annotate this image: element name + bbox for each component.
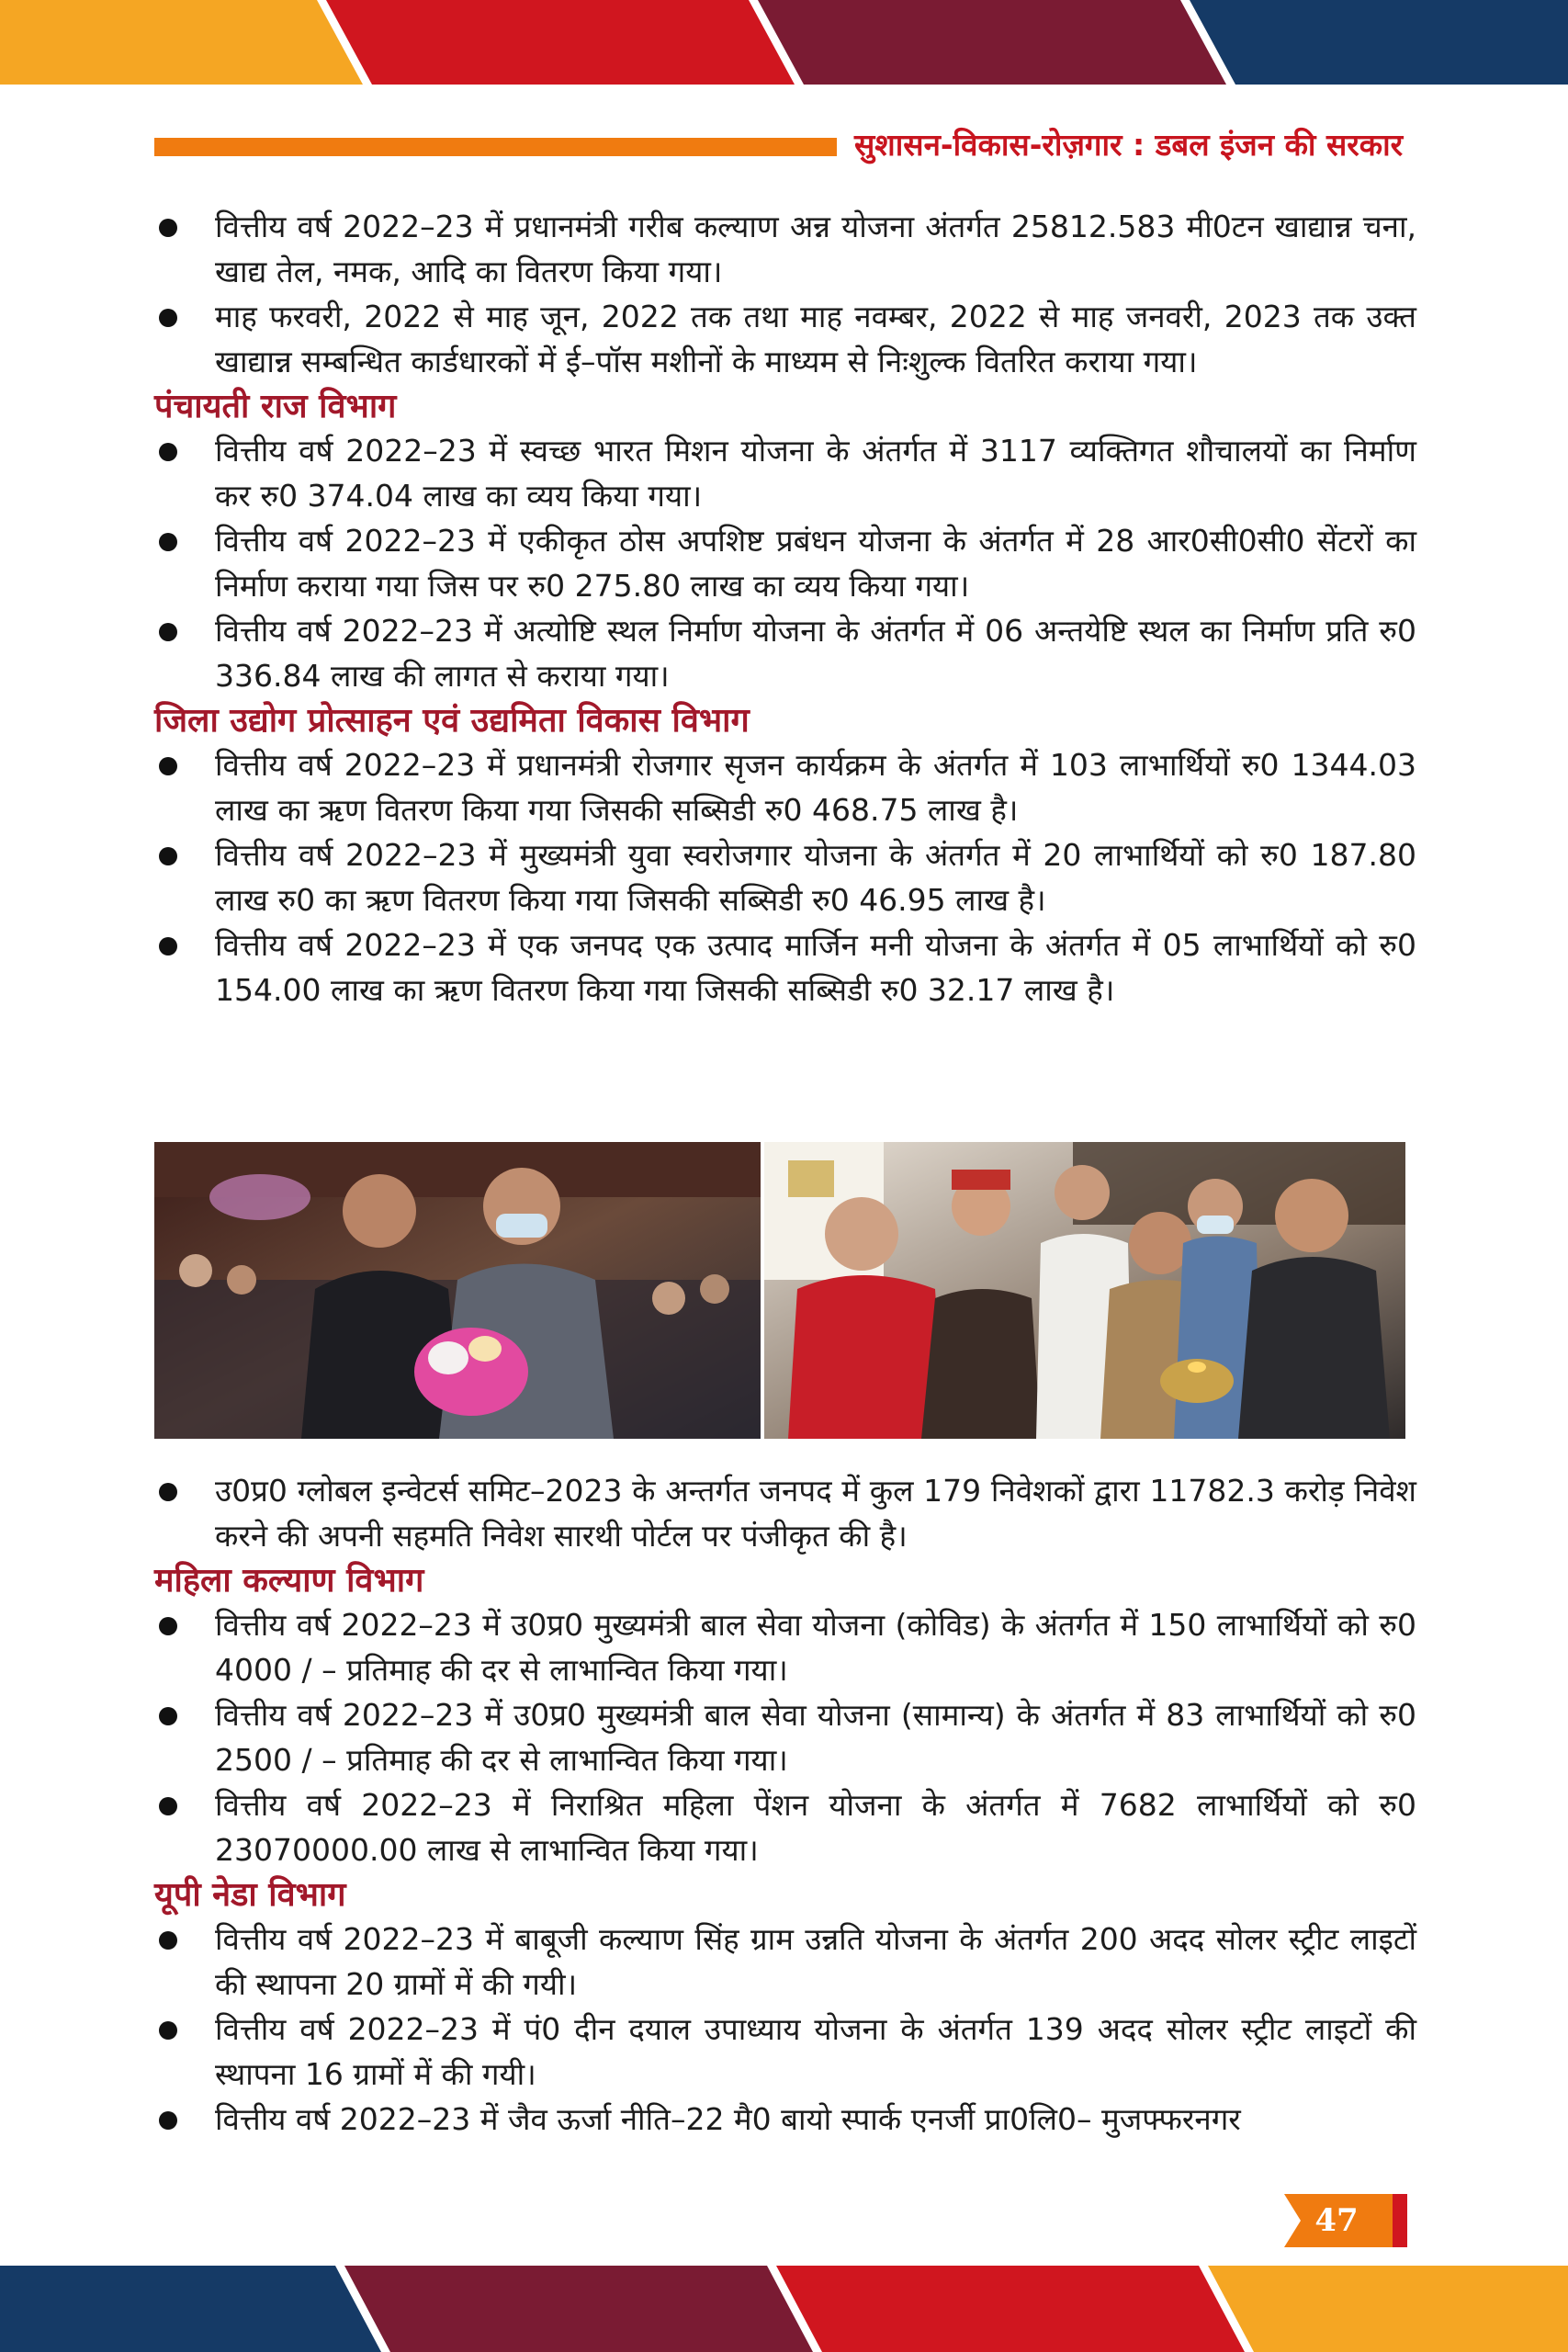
list-item: वित्तीय वर्ष 2022–23 में प्रधानमंत्री रोजगार सृजन कार्यक्रम के अंतर्गत में 103 लाभार्थियों रु0 1344.03 लाख का ऋण वितरण किया गया जिसकी सब्सिडी रु0 468.75 लाख है।: [154, 742, 1416, 832]
list-item: वित्तीय वर्ष 2022–23 में स्वच्छ भारत मिशन योजना के अंतर्गत में 3117 व्यक्तिगत शौचालयों का निर्माण कर रु0 374.04 लाख का व्यय किया गया।: [154, 428, 1416, 518]
bullet-dot-icon: [159, 1483, 177, 1501]
list-item: माह फरवरी, 2022 से माह जून, 2022 तक तथा माह नवम्बर, 2022 से माह जनवरी, 2023 तक उक्त खाद्यान्न सम्बन्धित कार्डधारकों में ई–पॉस मशीनों के माध्यम से निःशुल्क वितरित कराया गया।: [154, 294, 1416, 384]
list-item: वित्तीय वर्ष 2022–23 में अत्योष्टि स्थल निर्माण योजना के अंतर्गत में 06 अन्तयेष्टि स्थल का निर्माण प्रति रु0 336.84 लाख की लागत से कराया गया।: [154, 608, 1416, 698]
list-item: वित्तीय वर्ष 2022–23 में प्रधानमंत्री गरीब कल्याण अन्न योजना अंतर्गत 25812.583 मी0टन खाद्यान्न चना, खाद्य तेल, नमक, आदि का वितरण किया गया।: [154, 204, 1416, 294]
bullet-dot-icon: [159, 1707, 177, 1725]
bullet-dot-icon: [159, 1931, 177, 1950]
list-item: वित्तीय वर्ष 2022–23 में बाबूजी कल्याण सिंह ग्राम उन्नति योजना के अंतर्गत 200 अदद सोलर स्ट्रीट लाइटों की स्थापना 20 ग्रामों में की गयी।: [154, 1917, 1416, 2007]
top-decorative-band: [0, 0, 1568, 85]
bullet-dot-icon: [159, 847, 177, 865]
list-item: उ0प्र0 ग्लोबल इन्वेटर्स समिट–2023 के अन्तर्गत जनपद में कुल 179 निवेशकों द्वारा 11782.3 करोड़ निवेश करने की अपनी सहमति निवेश सारथी पोर्टल पर पंजीकृत की है।: [154, 1468, 1416, 1558]
bullet-dot-icon: [159, 2111, 177, 2130]
bullet-dot-icon: [159, 443, 177, 461]
list-item: वित्तीय वर्ष 2022–23 में उ0प्र0 मुख्यमंत्री बाल सेवा योजना (सामान्य) के अंतर्गत में 83 लाभार्थियों को रु0 2500 / – प्रतिमाह की दर से लाभान्वित किया गया।: [154, 1692, 1416, 1782]
bottom-decorative-band: [0, 2266, 1568, 2352]
district-industry-bullet-list: [154, 742, 1416, 1012]
list-item: वित्तीय वर्ष 2022–23 में जैव ऊर्जा नीति–22 मै0 बायो स्पार्क एनर्जी प्रा0लि0– मुजफ्फरनगर: [154, 2097, 1416, 2142]
list-item: वित्तीय वर्ष 2022–23 में निराश्रित महिला पेंशन योजना के अंतर्गत में 7682 लाभार्थियों को रु0 23070000.00 लाख से लाभान्वित किया गया।: [154, 1782, 1416, 1872]
bullet-dot-icon: [159, 309, 177, 327]
header-title: सुशासन-विकास-रोज़गार : डबल इंजन की सरकार: [854, 127, 1404, 163]
panchayati-raj-bullet-list: [154, 428, 1416, 698]
list-item: वित्तीय वर्ष 2022–23 में उ0प्र0 मुख्यमंत्री बाल सेवा योजना (कोविड) के अंतर्गत में 150 लाभार्थियों को रु0 4000 / – प्रतिमाह की दर से लाभान्वित किया गया।: [154, 1602, 1416, 1692]
women-welfare-bullet-list: [154, 1602, 1416, 1872]
main-content-bottom: [154, 1468, 1416, 2142]
section-heading-women-welfare: महिला कल्याण विभाग: [154, 1561, 424, 1600]
section-heading-up-neda: यूपी नेडा विभाग: [154, 1875, 346, 1914]
bullet-dot-icon: [159, 219, 177, 237]
intro-bullet-list: [154, 204, 1416, 384]
bullet-dot-icon: [159, 2021, 177, 2040]
investors-summit-bullet-list: [154, 1468, 1416, 1558]
section-heading-district-industry: जिला उद्योग प्रोत्साहन एवं उद्यमिता विकास विभाग: [154, 701, 750, 740]
section-heading-panchayati-raj: पंचायती राज विभाग: [154, 387, 397, 425]
bullet-dot-icon: [159, 757, 177, 775]
event-photo-collage: [154, 1142, 1405, 1439]
list-item: वित्तीय वर्ष 2022–23 में एक जनपद एक उत्पाद मार्जिन मनी योजना के अंतर्गत में 05 लाभार्थियों को रु0 154.00 लाख का ऋण वितरण किया गया जिसकी सब्सिडी रु0 32.17 लाख है।: [154, 922, 1416, 1012]
list-item: वित्तीय वर्ष 2022–23 में एकीकृत ठोस अपशिष्ट प्रबंधन योजना के अंतर्गत में 28 आर0सी0सी0 सेंटरों का निर्माण कराया गया जिस पर रु0 275.80 लाख का व्यय किया गया।: [154, 518, 1416, 608]
list-item: वित्तीय वर्ष 2022–23 में पं0 दीन दयाल उपाध्याय योजना के अंतर्गत 139 अदद सोलर स्ट्रीट लाइटों की स्थापना 16 ग्रामों में की गयी।: [154, 2007, 1416, 2097]
bullet-dot-icon: [159, 1617, 177, 1635]
up-neda-bullet-list: [154, 1917, 1416, 2142]
main-content-top: [154, 204, 1416, 1012]
list-item: वित्तीय वर्ष 2022–23 में मुख्यमंत्री युवा स्वरोजगार योजना के अंतर्गत में 20 लाभार्थियों को रु0 187.80 लाख रु0 का ऋण वितरण किया गया जिसकी सब्सिडी रु0 46.95 लाख है।: [154, 832, 1416, 922]
bullet-dot-icon: [159, 937, 177, 956]
bullet-dot-icon: [159, 533, 177, 551]
bullet-dot-icon: [159, 1797, 177, 1815]
header-rule: [154, 138, 837, 156]
page-number: 47: [1314, 2202, 1359, 2239]
bullet-dot-icon: [159, 623, 177, 641]
